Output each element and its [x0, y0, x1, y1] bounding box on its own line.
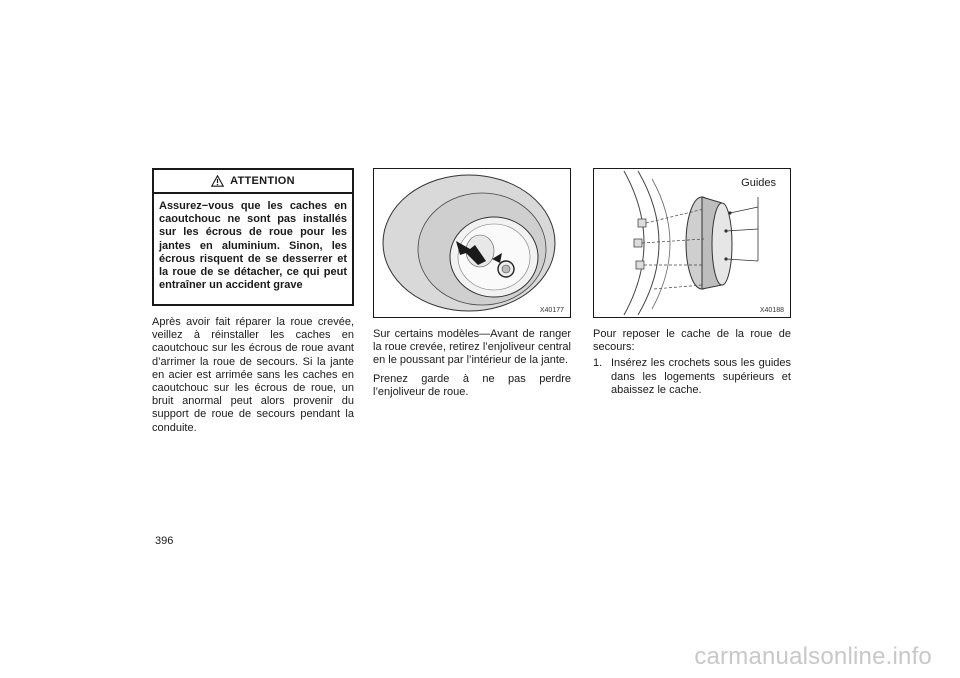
column-2-text — [373, 328, 571, 399]
warning-box — [152, 168, 354, 306]
list-item — [593, 357, 791, 397]
warning-header — [154, 170, 352, 194]
wheel-figure — [373, 168, 571, 318]
intro-paragraph: Pour reposer le cache de la roue de secours: — [593, 328, 791, 354]
warning-text: Assurez−vous que les caches en caoutchouc ne sont pas installés sur les écrous de roue pour les jantes en aluminium. Sinon, les écrous risquent de se desserrer et la roue de se détacher, ce qui peut entraîner un accident grave — [159, 200, 347, 292]
warning-triangle-icon — [211, 175, 224, 187]
warning-title: ATTENTION — [230, 175, 295, 187]
page-number: 396 — [155, 535, 174, 547]
cover-figure — [593, 168, 791, 318]
column-1-text — [152, 316, 354, 435]
step-text: Insérez les crochets sous les guides dans les logements supérieurs et abaissez le cache. — [611, 357, 791, 396]
guides-label: Guides — [741, 177, 776, 189]
step-number: 1. — [593, 357, 603, 370]
cover-illustration — [594, 169, 790, 317]
paragraph-2: Prenez garde à ne pas perdre l’enjoliveur de roue. — [373, 372, 571, 398]
figure-code: X40177 — [539, 307, 564, 314]
body-paragraph: Après avoir fait réparer la roue crevée, veillez à réinstaller les caches en caoutchouc sur les écrous de roue avant d’arrimer la roue de secours. Si la jante en acier est arrimée sans les caches en caoutchouc sur les écrous de roue, un bruit anormal peut alors provenir du support de roue de secours pendant la conduite. — [152, 316, 354, 434]
figure-code: X40188 — [759, 307, 784, 314]
wheel-illustration — [374, 169, 570, 317]
paragraph-1: Sur certains modèles—Avant de ranger la roue crevée, retirez l’enjoliveur central en le poussant par l’intérieur de la jante. — [373, 328, 571, 367]
column-3-text — [593, 328, 791, 397]
watermark: carmanualsonline.info — [694, 643, 932, 670]
